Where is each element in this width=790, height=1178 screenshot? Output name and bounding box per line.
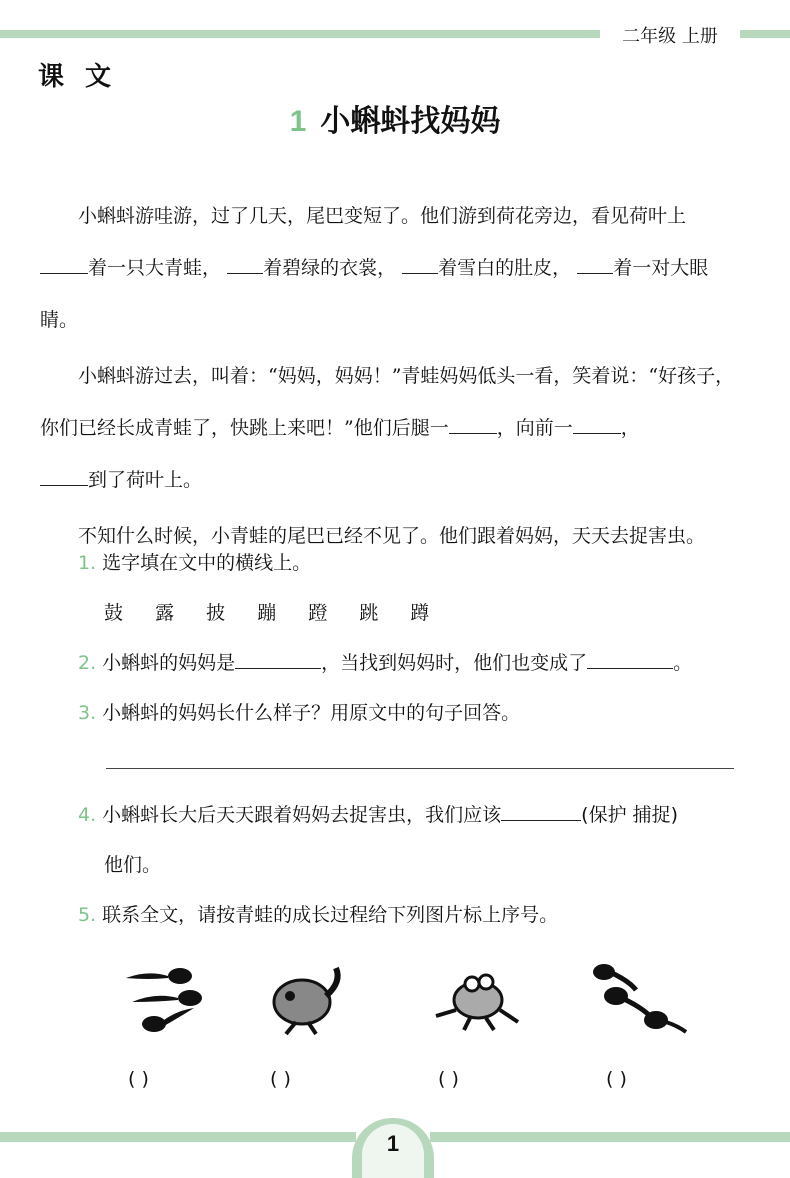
- word-choice: 蹦: [257, 602, 277, 624]
- paragraph-3: 不知什么时候，小青蛙的尾巴已经不见了。他们跟着妈妈，天天去捉害虫。: [78, 525, 706, 547]
- word-choice: 露: [155, 602, 175, 624]
- order-answer[interactable]: ( ): [606, 1068, 627, 1090]
- fill-blank[interactable]: [573, 414, 621, 434]
- question-number: 5.: [78, 904, 97, 926]
- page-number: 1: [362, 1124, 424, 1178]
- question-text: 。: [673, 652, 693, 674]
- section-label: 课 文: [38, 62, 118, 92]
- answer-blank[interactable]: [235, 649, 321, 669]
- answer-line[interactable]: [106, 768, 734, 769]
- question-4-cont: 他们。: [104, 854, 162, 876]
- young-frog-image: [420, 960, 530, 1040]
- frog-stage-images: [0, 960, 790, 1040]
- paragraph-1: [40, 190, 746, 346]
- fill-blank[interactable]: [40, 466, 88, 486]
- bottom-decor-bar: [0, 1132, 356, 1142]
- word-choice: 跳: [359, 602, 379, 624]
- order-answer[interactable]: ( ): [270, 1068, 291, 1090]
- question-number: 1.: [78, 552, 97, 574]
- fill-blank[interactable]: [577, 254, 613, 274]
- order-answer[interactable]: ( ): [438, 1068, 459, 1090]
- question-text: 联系全文，请按青蛙的成长过程给下列图片标上序号。: [102, 904, 559, 926]
- question-1: [78, 548, 311, 575]
- fill-blank[interactable]: [449, 414, 497, 434]
- tadpoles-image: [118, 960, 228, 1040]
- question-text: 小蝌蚪长大后天天跟着妈妈去捉害虫，我们应该: [102, 804, 502, 826]
- p1-text-e: 着一对大眼睛。: [40, 257, 709, 331]
- paragraph-2: [40, 350, 746, 506]
- tadpoles-legs-image: [586, 960, 696, 1040]
- lesson-number: 1: [289, 105, 307, 138]
- question-2: [78, 648, 692, 675]
- p1-text-d: 着雪白的肚皮，: [438, 257, 572, 279]
- p1-text-b: 着一只大青蛙，: [88, 257, 222, 279]
- page-title: [0, 96, 790, 140]
- order-answer[interactable]: ( ): [128, 1068, 149, 1090]
- fill-blank[interactable]: [227, 254, 263, 274]
- question-text: (保护 捕捉): [581, 804, 679, 826]
- fill-blank[interactable]: [40, 254, 88, 274]
- question-text: 小蝌蚪的妈妈长什么样子？用原文中的句子回答。: [102, 702, 521, 724]
- tadpole-legs-image: [256, 960, 366, 1040]
- grade-label: 二年级 上册: [622, 26, 718, 47]
- top-decor-bar: [0, 30, 600, 38]
- passage: [40, 190, 746, 566]
- word-choice: 鼓: [104, 602, 124, 624]
- answer-blank[interactable]: [501, 801, 581, 821]
- word-choices: [104, 598, 441, 625]
- question-text: 小蝌蚪的妈妈是: [102, 652, 236, 674]
- p1-text-a: 小蝌蚪游哇游，过了几天，尾巴变短了。他们游到荷花旁边，看见荷叶上: [78, 205, 687, 227]
- question-number: 4.: [78, 804, 97, 826]
- word-choice: 蹲: [410, 602, 430, 624]
- word-choice: 披: [206, 602, 226, 624]
- word-choice: 蹬: [308, 602, 328, 624]
- answer-blank[interactable]: [587, 649, 673, 669]
- question-text: ，当找到妈妈时，他们也变成了: [321, 652, 588, 674]
- question-text: 选字填在文中的横线上。: [102, 552, 312, 574]
- fill-blank[interactable]: [402, 254, 438, 274]
- lesson-title: 小蝌蚪找妈妈: [320, 104, 501, 139]
- question-3: [78, 698, 520, 725]
- p1-text-c: 着碧绿的衣裳，: [263, 257, 397, 279]
- bottom-decor-bar: [430, 1132, 790, 1142]
- p2-text-d: 到了荷叶上。: [88, 469, 203, 491]
- question-number: 3.: [78, 702, 97, 724]
- question-4: [78, 800, 758, 827]
- question-number: 2.: [78, 652, 97, 674]
- p2-text-a: 小蝌蚪游过去，叫着：“妈妈，妈妈！”青蛙妈妈低头一看，笑着说：“好孩子，你们已经长成青蛙了，快跳上来吧！”他们后腿一: [40, 365, 735, 439]
- question-5: [78, 900, 558, 927]
- top-decor-bar-right: [740, 30, 790, 38]
- p2-text-b: ，向前一: [496, 417, 573, 439]
- p2-text-c: ，: [620, 417, 640, 439]
